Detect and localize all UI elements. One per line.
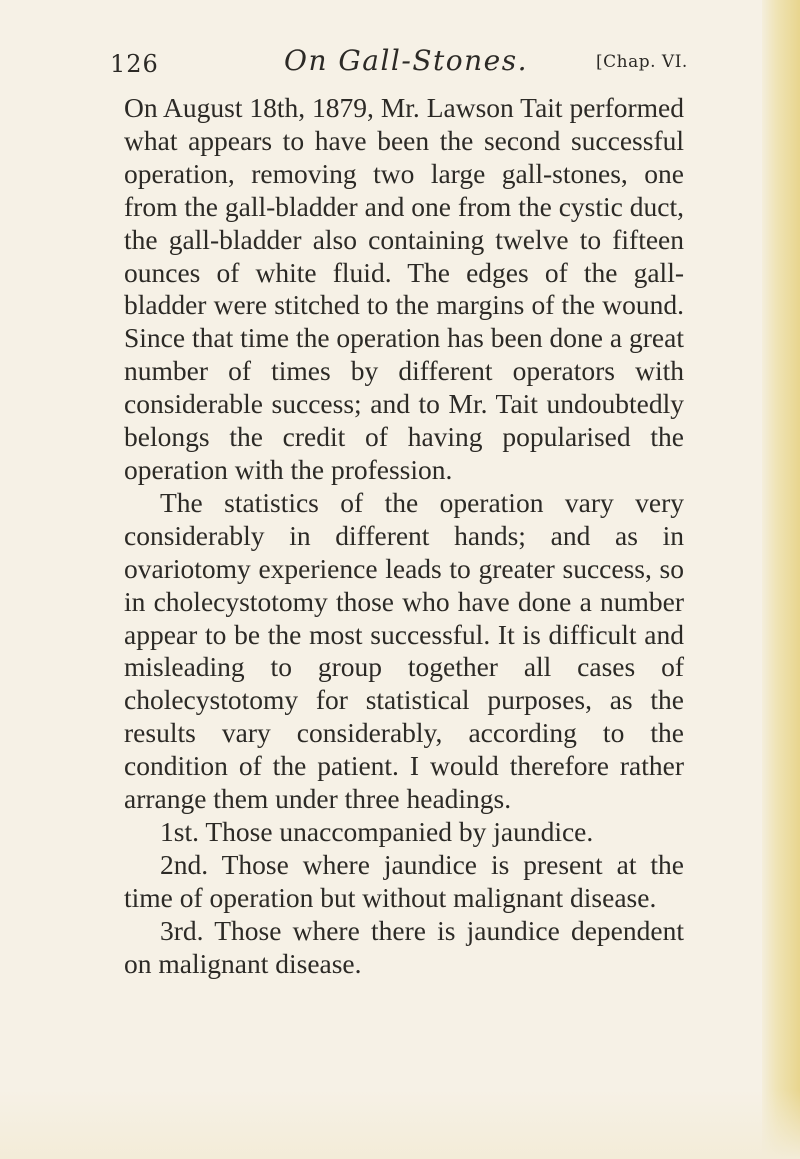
chapter-reference: [Chap. VI. [596,52,688,72]
page-bottom-shadow [0,1089,800,1159]
heading-item-2: 2nd. Those where jaundice is present at the time of operation but without malignant disease. [124,848,684,913]
paragraph-2: The statistics of the operation vary very considerably in different hands; and as in ovariotomy experience leads to greater success, so in cholecystotomy those who have done a number appear to be the most successful. It is difficult and misleading to group together all cases of cholecystotomy for statistical purposes, as the results vary considerably, according to the condition of the patient. I would therefore rather arrange them under three headings. [124,486,684,815]
paragraph-1: On August 18th, 1879, Mr. Lawson Tait performed what appears to have been the second successful operation, removing two large gall-stones, one from the gall-bladder and one from the cystic duct, the gall-bladder also containing twelve to fifteen ounces of white fluid. The edges of the gall-bladder were stitched to the margins of the wound. Since that time the operation has been done a great number of times by different operators with considerable success; and to Mr. Tait undoubtedly belongs the credit of having popularised the operation with the profession. [124,92,684,485]
heading-item-3: 3rd. Those where there is jaundice dependent on malignant disease. [124,914,684,979]
page-number: 126 [110,50,159,78]
heading-item-1: 1st. Those unaccompanied by jaundice. [160,815,594,847]
page-edge [762,0,800,1159]
running-header [0,44,800,84]
body-text [124,92,684,980]
running-title: On Gall-Stones. [284,44,528,77]
